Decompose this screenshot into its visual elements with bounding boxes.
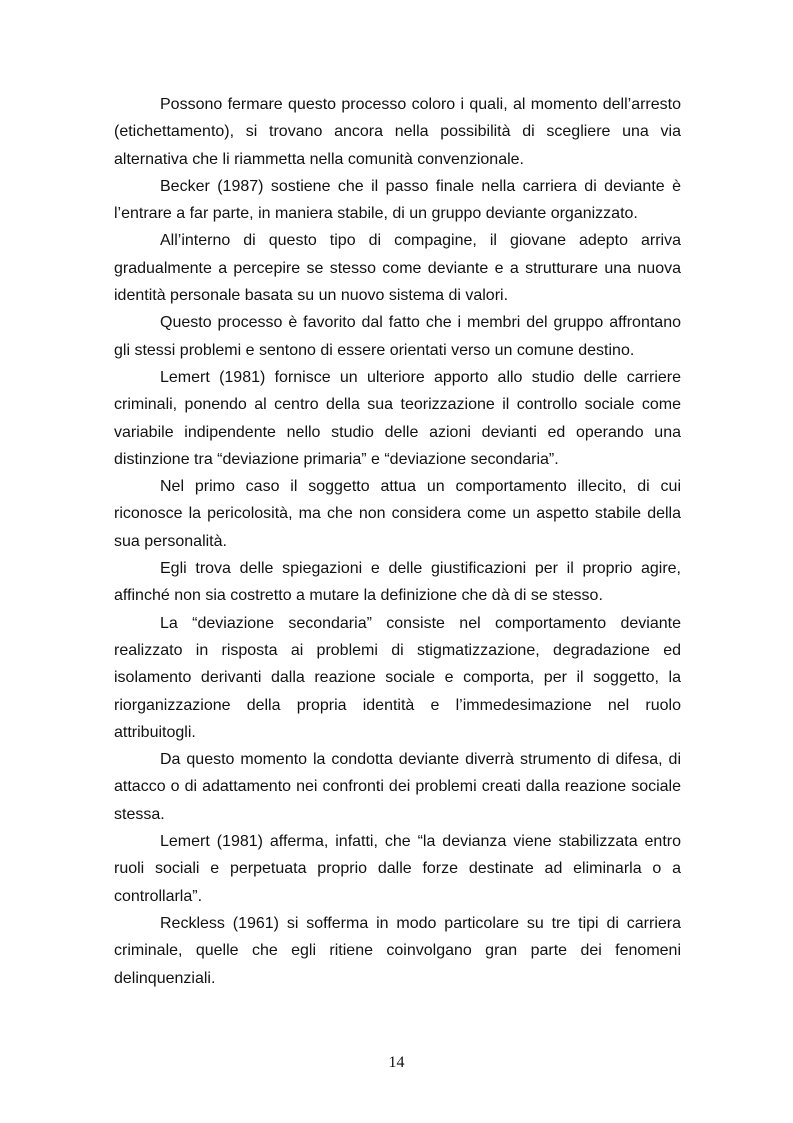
paragraph-8: La “deviazione secondaria” consiste nel comportamento deviante realizzato in risposta ai problemi di stigmatizzazione, degradazione ed isolamento derivanti dalla reazione sociale e comporta, per il soggetto, la riorganizzazione della propria identità e l’immedesimazione nel ruolo attribuitogli. bbox=[114, 614, 681, 741]
paragraph-6: Nel primo caso il soggetto attua un comportamento illecito, di cui riconosce la pericolosità, ma che non considera come un aspetto stabile della sua personalità. bbox=[114, 478, 681, 550]
paragraph-2: Becker (1987) sostiene che il passo finale nella carriera di deviante è l’entrare a far parte, in maniera stabile, di un gruppo deviante organizzato. bbox=[114, 177, 681, 223]
paragraph-10: Lemert (1981) afferma, infatti, che “la devianza viene stabilizzata entro ruoli sociali e perpetuata proprio dalle forze destinate ad eliminarla o a controllarla”. bbox=[114, 833, 681, 905]
paragraph-9: Da questo momento la condotta deviante diverrà strumento di difesa, di attacco o di adattamento nei confronti dei problemi creati dalla reazione sociale stessa. bbox=[114, 751, 681, 823]
paragraph-3: All’interno di questo tipo di compagine, il giovane adepto arriva gradualmente a percepire se stesso come deviante e a strutturare una nuova identità personale basata su un nuovo sistema di valori. bbox=[114, 232, 681, 305]
paragraph-7: Egli trova delle spiegazioni e delle giustificazioni per il proprio agire, affinché non sia costretto a mutare la definizione che dà di se stesso. bbox=[114, 560, 681, 605]
paragraph-4: Questo processo è favorito dal fatto che i membri del gruppo affrontano gli stessi problemi e sentono di essere orientati verso un comune destino. bbox=[114, 314, 681, 359]
body-text bbox=[114, 91, 681, 992]
paragraph-11: Reckless (1961) si sofferma in modo particolare su tre tipi di carriera criminale, quelle che egli ritiene coinvolgano gran parte dei fenomeni delinquenziali. bbox=[114, 914, 681, 987]
page-number: 14 bbox=[388, 1054, 405, 1071]
paragraph-1: Possono fermare questo processo coloro i quali, al momento dell’arresto (etichettamento), si trovano ancora nella possibilità di scegliere una via alternativa che li riammetta nella comunità convenzionale. bbox=[114, 96, 681, 168]
paragraph-5: Lemert (1981) fornisce un ulteriore apporto allo studio delle carriere criminali, ponendo al centro della sua teorizzazione il controllo sociale come variabile indipendente nello studio delle azioni devianti ed operando una distinzione tra “deviazione primaria” e “deviazione secondaria”. bbox=[114, 368, 681, 468]
